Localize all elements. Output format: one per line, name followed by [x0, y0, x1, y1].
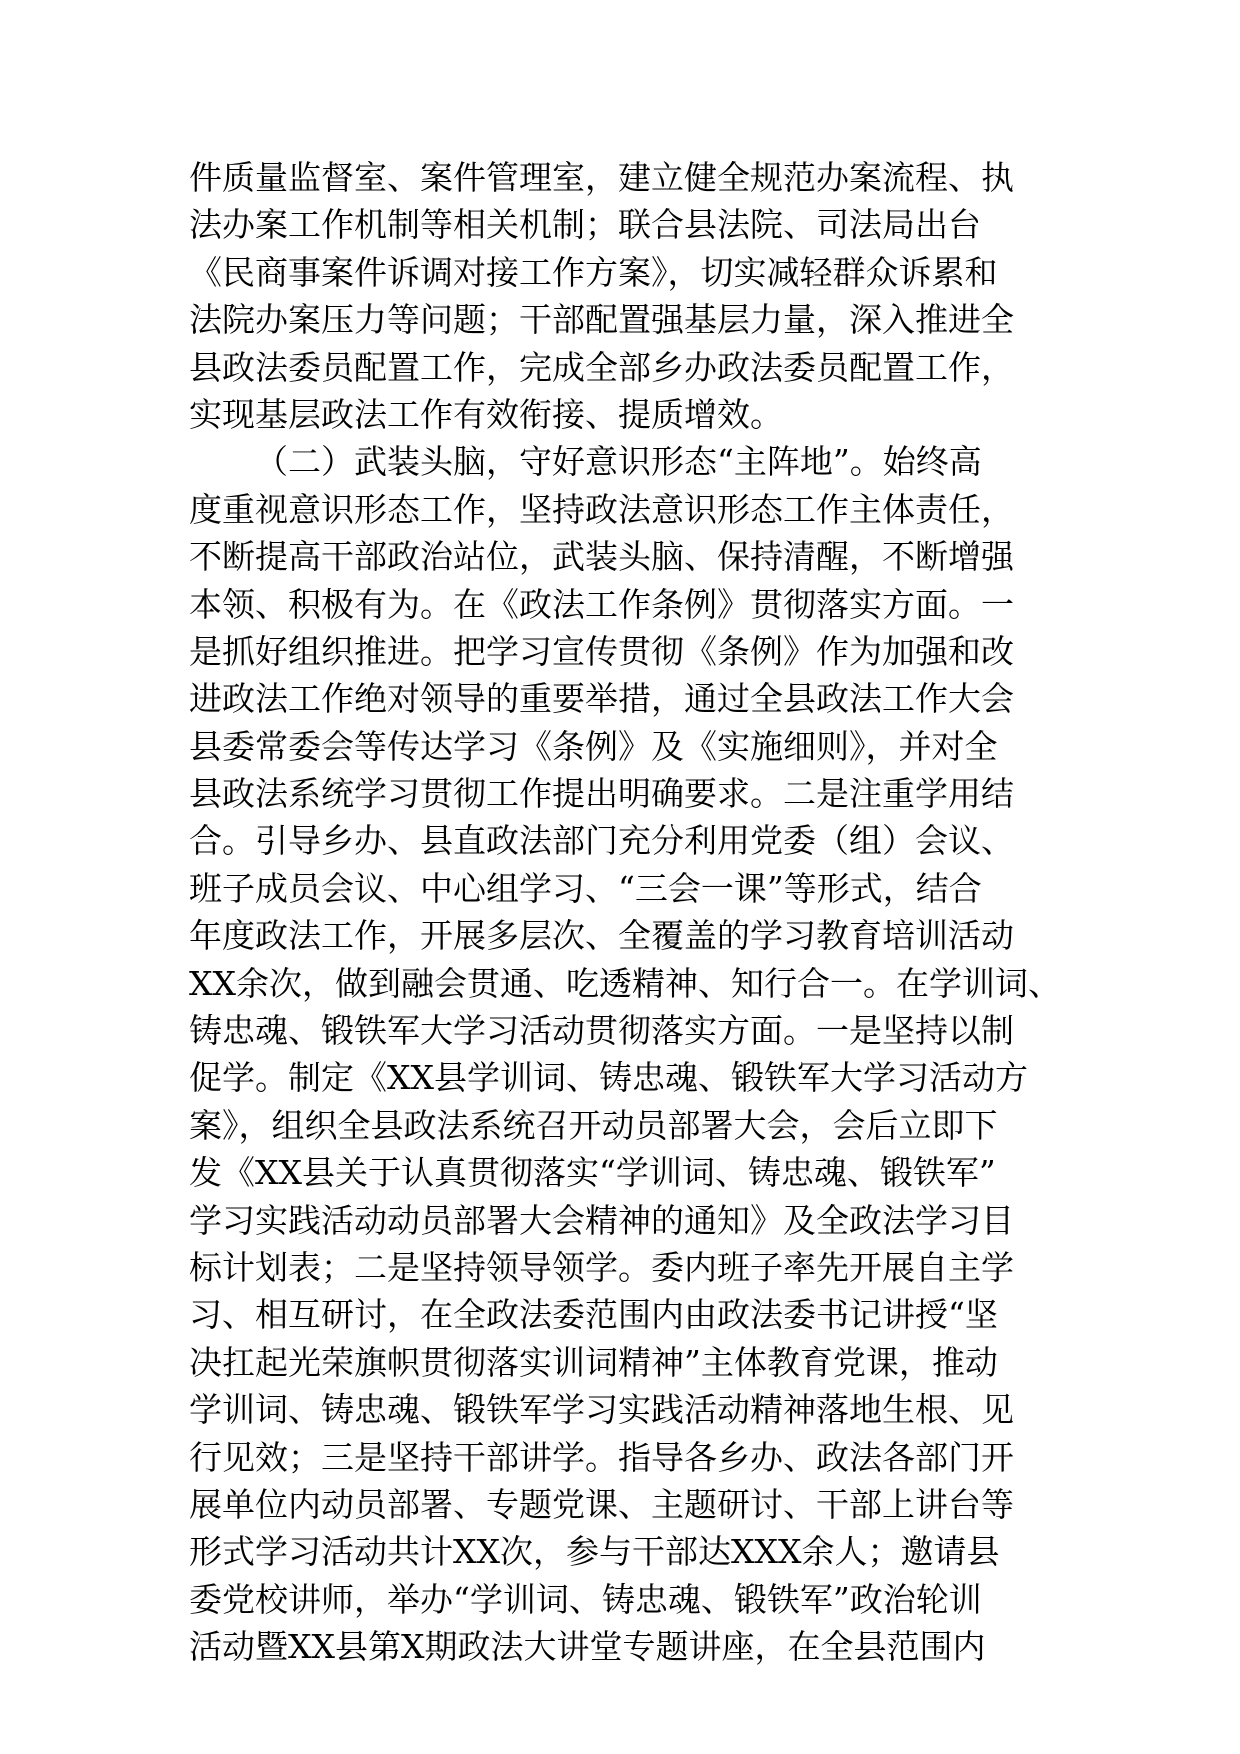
text-line: 县政法委员配置工作，完成全部乡办政法委员配置工作，	[189, 347, 1014, 387]
text-line: 活动暨XX县第X期政法大讲堂专题讲座，在全县范围内	[189, 1627, 986, 1667]
text-line: 进政法工作绝对领导的重要举措，通过全县政法工作大会	[189, 679, 1014, 719]
text-line: 度重视意识形态工作，坚持政法意识形态工作主体责任，	[189, 489, 1014, 529]
text-line: 发《XX县关于认真贯彻落实“学训词、铸忠魂、锻铁军”	[189, 1153, 996, 1193]
text-line: 法院办案压力等问题；干部配置强基层力量，深入推进全	[189, 300, 1014, 340]
text-line: 合。引导乡办、县直政法部门充分利用党委（组）会议、	[189, 821, 1014, 861]
text-line: 件质量监督室、案件管理室，建立健全规范办案流程、执	[189, 158, 1014, 197]
text-line: 学训词、铸忠魂、锻铁军学习实践活动精神落地生根、见	[189, 1390, 1014, 1430]
text-line: 习、相互研讨，在全政法委范围内由政法委书记讲授“坚	[189, 1295, 998, 1335]
text-line: 促学。制定《XX县学训词、铸忠魂、锻铁军大学习活动方	[189, 1058, 1028, 1098]
text-line: 《民商事案件诉调对接工作方案》，切实减轻群众诉累和	[189, 252, 998, 292]
text-line: 班子成员会议、中心组学习、“三会一课”等形式，结合	[189, 868, 982, 908]
text-line: 展单位内动员部署、专题党课、主题研讨、干部上讲台等	[189, 1484, 1014, 1524]
text-line: 县政法系统学习贯彻工作提出明确要求。二是注重学用结	[189, 774, 1014, 814]
text-line: 实现基层政法工作有效衔接、提质增效。	[189, 394, 783, 434]
text-line: 形式学习活动共计XX次，参与干部达XXX余人；邀请县	[189, 1532, 1000, 1572]
text-line: 县委常委会等传达学习《条例》及《实施细则》，并对全	[189, 726, 998, 766]
text-line: 不断提高干部政治站位，武装头脑、保持清醒，不断增强	[189, 537, 1014, 577]
text-line: 本领、积极有为。在《政法工作条例》贯彻落实方面。一	[189, 584, 1014, 624]
text-line: 委党校讲师，举办“学训词、铸忠魂、锻铁军”政治轮训	[189, 1579, 982, 1619]
text-line: 案》，组织全县政法系统召开动员部署大会，会后立即下	[189, 1105, 998, 1145]
text-line: XX余次，做到融会贯通、吃透精神、知行合一。在学训词、	[189, 963, 1061, 1003]
text-line: （二）武装头脑，守好意识形态“主阵地”。始终高	[255, 442, 982, 482]
text-line: 铸忠魂、锻铁军大学习活动贯彻落实方面。一是坚持以制	[189, 1011, 1014, 1051]
text-line: 年度政法工作，开展多层次、全覆盖的学习教育培训活动	[189, 916, 1014, 956]
text-line: 行见效；三是坚持干部讲学。指导各乡办、政法各部门开	[189, 1437, 1014, 1477]
text-line: 标计划表；二是坚持领导领学。委内班子率先开展自主学	[189, 1247, 1014, 1287]
text-line: 是抓好组织推进。把学习宣传贯彻《条例》作为加强和改	[189, 631, 1014, 671]
text-line: 决扛起光荣旗帜贯彻落实训词精神”主体教育党课，推动	[189, 1342, 998, 1382]
text-line: 法办案工作机制等相关机制；联合县法院、司法局出台	[189, 205, 981, 245]
body-text	[189, 154, 1069, 1671]
text-line: 学习实践活动动员部署大会精神的通知》及全政法学习目	[189, 1200, 1014, 1240]
